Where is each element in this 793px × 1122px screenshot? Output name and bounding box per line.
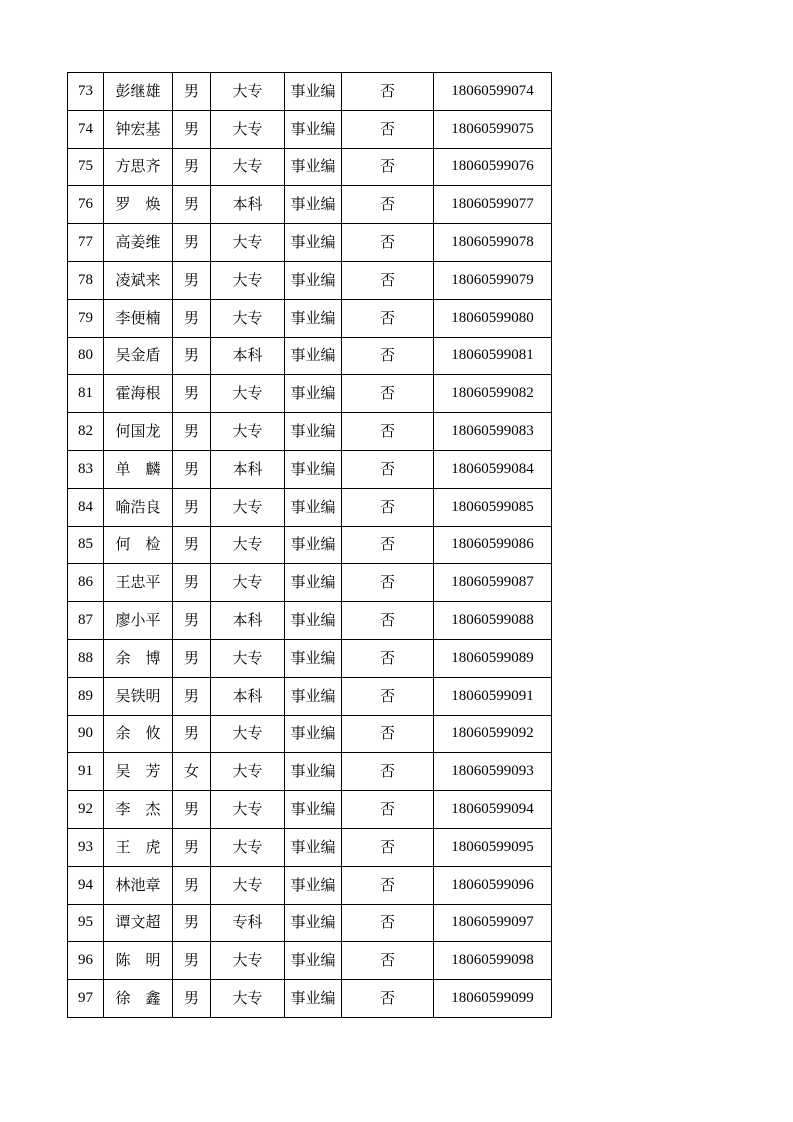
cell-education: 大专 xyxy=(211,791,285,829)
cell-phone: 18060599087 xyxy=(434,564,552,602)
cell-gender: 男 xyxy=(173,148,211,186)
cell-staff-type: 事业编 xyxy=(285,791,342,829)
cell-gender: 男 xyxy=(173,526,211,564)
cell-number: 78 xyxy=(68,261,104,299)
cell-name: 余 攸 xyxy=(104,715,173,753)
cell-name: 徐 鑫 xyxy=(104,980,173,1018)
cell-number: 89 xyxy=(68,677,104,715)
cell-phone: 18060599077 xyxy=(434,186,552,224)
cell-flag: 否 xyxy=(342,337,434,375)
table-row xyxy=(68,488,552,526)
cell-flag: 否 xyxy=(342,488,434,526)
cell-flag: 否 xyxy=(342,450,434,488)
table-body xyxy=(68,73,552,1018)
cell-flag: 否 xyxy=(342,261,434,299)
cell-flag: 否 xyxy=(342,828,434,866)
cell-name: 吴 芳 xyxy=(104,753,173,791)
cell-gender: 男 xyxy=(173,224,211,262)
cell-flag: 否 xyxy=(342,980,434,1018)
cell-staff-type: 事业编 xyxy=(285,526,342,564)
cell-number: 79 xyxy=(68,299,104,337)
cell-flag: 否 xyxy=(342,148,434,186)
cell-flag: 否 xyxy=(342,110,434,148)
table-row xyxy=(68,564,552,602)
cell-number: 94 xyxy=(68,866,104,904)
cell-flag: 否 xyxy=(342,639,434,677)
table-row xyxy=(68,450,552,488)
cell-gender: 女 xyxy=(173,753,211,791)
table-row xyxy=(68,866,552,904)
cell-number: 75 xyxy=(68,148,104,186)
cell-name: 彭继雄 xyxy=(104,73,173,111)
cell-phone: 18060599085 xyxy=(434,488,552,526)
cell-phone: 18060599098 xyxy=(434,942,552,980)
cell-staff-type: 事业编 xyxy=(285,677,342,715)
cell-phone: 18060599079 xyxy=(434,261,552,299)
cell-number: 82 xyxy=(68,413,104,451)
cell-number: 81 xyxy=(68,375,104,413)
cell-staff-type: 事业编 xyxy=(285,450,342,488)
cell-education: 大专 xyxy=(211,980,285,1018)
cell-phone: 18060599084 xyxy=(434,450,552,488)
cell-staff-type: 事业编 xyxy=(285,904,342,942)
cell-name: 何 检 xyxy=(104,526,173,564)
cell-number: 88 xyxy=(68,639,104,677)
cell-gender: 男 xyxy=(173,677,211,715)
cell-education: 本科 xyxy=(211,186,285,224)
cell-staff-type: 事业编 xyxy=(285,73,342,111)
table-row xyxy=(68,753,552,791)
cell-flag: 否 xyxy=(342,299,434,337)
table-row xyxy=(68,828,552,866)
cell-gender: 男 xyxy=(173,413,211,451)
cell-staff-type: 事业编 xyxy=(285,753,342,791)
cell-staff-type: 事业编 xyxy=(285,488,342,526)
cell-number: 93 xyxy=(68,828,104,866)
cell-staff-type: 事业编 xyxy=(285,602,342,640)
cell-phone: 18060599099 xyxy=(434,980,552,1018)
cell-phone: 18060599094 xyxy=(434,791,552,829)
cell-flag: 否 xyxy=(342,602,434,640)
cell-gender: 男 xyxy=(173,73,211,111)
table-row xyxy=(68,224,552,262)
cell-education: 大专 xyxy=(211,942,285,980)
cell-number: 92 xyxy=(68,791,104,829)
cell-gender: 男 xyxy=(173,715,211,753)
table-row xyxy=(68,73,552,111)
cell-education: 大专 xyxy=(211,110,285,148)
cell-phone: 18060599096 xyxy=(434,866,552,904)
cell-education: 大专 xyxy=(211,73,285,111)
cell-number: 86 xyxy=(68,564,104,602)
cell-staff-type: 事业编 xyxy=(285,186,342,224)
cell-number: 91 xyxy=(68,753,104,791)
cell-gender: 男 xyxy=(173,488,211,526)
cell-phone: 18060599089 xyxy=(434,639,552,677)
cell-gender: 男 xyxy=(173,450,211,488)
cell-number: 84 xyxy=(68,488,104,526)
cell-staff-type: 事业编 xyxy=(285,110,342,148)
cell-staff-type: 事业编 xyxy=(285,942,342,980)
cell-flag: 否 xyxy=(342,224,434,262)
cell-gender: 男 xyxy=(173,261,211,299)
cell-gender: 男 xyxy=(173,186,211,224)
table-row xyxy=(68,791,552,829)
cell-number: 76 xyxy=(68,186,104,224)
cell-name: 王 虎 xyxy=(104,828,173,866)
cell-staff-type: 事业编 xyxy=(285,639,342,677)
cell-phone: 18060599082 xyxy=(434,375,552,413)
personnel-table xyxy=(67,72,552,1018)
cell-flag: 否 xyxy=(342,866,434,904)
cell-name: 方思齐 xyxy=(104,148,173,186)
cell-staff-type: 事业编 xyxy=(285,224,342,262)
cell-number: 95 xyxy=(68,904,104,942)
cell-number: 73 xyxy=(68,73,104,111)
table-row xyxy=(68,261,552,299)
cell-name: 单 麟 xyxy=(104,450,173,488)
cell-number: 85 xyxy=(68,526,104,564)
cell-flag: 否 xyxy=(342,375,434,413)
cell-staff-type: 事业编 xyxy=(285,866,342,904)
cell-education: 大专 xyxy=(211,261,285,299)
cell-gender: 男 xyxy=(173,375,211,413)
cell-education: 大专 xyxy=(211,526,285,564)
cell-staff-type: 事业编 xyxy=(285,148,342,186)
table-row xyxy=(68,715,552,753)
cell-phone: 18060599091 xyxy=(434,677,552,715)
cell-gender: 男 xyxy=(173,791,211,829)
cell-education: 大专 xyxy=(211,375,285,413)
cell-staff-type: 事业编 xyxy=(285,337,342,375)
cell-phone: 18060599093 xyxy=(434,753,552,791)
cell-number: 90 xyxy=(68,715,104,753)
cell-number: 80 xyxy=(68,337,104,375)
cell-number: 87 xyxy=(68,602,104,640)
cell-staff-type: 事业编 xyxy=(285,564,342,602)
cell-phone: 18060599078 xyxy=(434,224,552,262)
cell-phone: 18060599076 xyxy=(434,148,552,186)
cell-education: 本科 xyxy=(211,602,285,640)
cell-education: 大专 xyxy=(211,866,285,904)
cell-education: 大专 xyxy=(211,828,285,866)
cell-education: 专科 xyxy=(211,904,285,942)
cell-education: 大专 xyxy=(211,639,285,677)
cell-phone: 18060599075 xyxy=(434,110,552,148)
cell-education: 大专 xyxy=(211,488,285,526)
cell-flag: 否 xyxy=(342,904,434,942)
cell-flag: 否 xyxy=(342,677,434,715)
cell-gender: 男 xyxy=(173,942,211,980)
cell-education: 大专 xyxy=(211,715,285,753)
cell-staff-type: 事业编 xyxy=(285,375,342,413)
table-row xyxy=(68,602,552,640)
table-row xyxy=(68,375,552,413)
cell-name: 吴铁明 xyxy=(104,677,173,715)
cell-name: 林池章 xyxy=(104,866,173,904)
cell-flag: 否 xyxy=(342,73,434,111)
cell-name: 王忠平 xyxy=(104,564,173,602)
cell-gender: 男 xyxy=(173,980,211,1018)
cell-education: 本科 xyxy=(211,677,285,715)
cell-flag: 否 xyxy=(342,942,434,980)
table-row xyxy=(68,904,552,942)
cell-phone: 18060599074 xyxy=(434,73,552,111)
cell-name: 钟宏基 xyxy=(104,110,173,148)
table-row xyxy=(68,148,552,186)
cell-staff-type: 事业编 xyxy=(285,828,342,866)
cell-number: 96 xyxy=(68,942,104,980)
cell-name: 李 杰 xyxy=(104,791,173,829)
cell-education: 本科 xyxy=(211,337,285,375)
cell-flag: 否 xyxy=(342,564,434,602)
cell-phone: 18060599080 xyxy=(434,299,552,337)
table-row xyxy=(68,942,552,980)
cell-name: 霍海根 xyxy=(104,375,173,413)
cell-gender: 男 xyxy=(173,828,211,866)
cell-name: 谭文超 xyxy=(104,904,173,942)
cell-education: 大专 xyxy=(211,413,285,451)
cell-flag: 否 xyxy=(342,413,434,451)
cell-name: 喻浩良 xyxy=(104,488,173,526)
cell-phone: 18060599097 xyxy=(434,904,552,942)
cell-staff-type: 事业编 xyxy=(285,261,342,299)
cell-education: 大专 xyxy=(211,299,285,337)
cell-education: 大专 xyxy=(211,753,285,791)
cell-staff-type: 事业编 xyxy=(285,413,342,451)
cell-name: 高姜维 xyxy=(104,224,173,262)
cell-phone: 18060599092 xyxy=(434,715,552,753)
table-row xyxy=(68,110,552,148)
table-row xyxy=(68,186,552,224)
cell-phone: 18060599086 xyxy=(434,526,552,564)
cell-gender: 男 xyxy=(173,639,211,677)
cell-name: 何国龙 xyxy=(104,413,173,451)
table-row xyxy=(68,639,552,677)
cell-flag: 否 xyxy=(342,186,434,224)
cell-gender: 男 xyxy=(173,866,211,904)
table-row xyxy=(68,526,552,564)
table-row xyxy=(68,413,552,451)
cell-education: 本科 xyxy=(211,450,285,488)
cell-staff-type: 事业编 xyxy=(285,299,342,337)
cell-name: 陈 明 xyxy=(104,942,173,980)
cell-education: 大专 xyxy=(211,148,285,186)
cell-phone: 18060599083 xyxy=(434,413,552,451)
cell-gender: 男 xyxy=(173,110,211,148)
cell-flag: 否 xyxy=(342,753,434,791)
cell-staff-type: 事业编 xyxy=(285,715,342,753)
cell-flag: 否 xyxy=(342,526,434,564)
cell-phone: 18060599095 xyxy=(434,828,552,866)
table-row xyxy=(68,299,552,337)
cell-phone: 18060599088 xyxy=(434,602,552,640)
cell-gender: 男 xyxy=(173,904,211,942)
cell-name: 吴金盾 xyxy=(104,337,173,375)
cell-name: 凌斌来 xyxy=(104,261,173,299)
cell-flag: 否 xyxy=(342,715,434,753)
cell-name: 廖小平 xyxy=(104,602,173,640)
table-row xyxy=(68,677,552,715)
cell-gender: 男 xyxy=(173,299,211,337)
cell-name: 罗 焕 xyxy=(104,186,173,224)
cell-number: 97 xyxy=(68,980,104,1018)
cell-name: 李便楠 xyxy=(104,299,173,337)
cell-number: 74 xyxy=(68,110,104,148)
cell-gender: 男 xyxy=(173,564,211,602)
cell-gender: 男 xyxy=(173,602,211,640)
table-row xyxy=(68,337,552,375)
cell-education: 大专 xyxy=(211,224,285,262)
cell-gender: 男 xyxy=(173,337,211,375)
cell-flag: 否 xyxy=(342,791,434,829)
cell-number: 83 xyxy=(68,450,104,488)
cell-name: 余 博 xyxy=(104,639,173,677)
cell-staff-type: 事业编 xyxy=(285,980,342,1018)
cell-education: 大专 xyxy=(211,564,285,602)
cell-number: 77 xyxy=(68,224,104,262)
cell-phone: 18060599081 xyxy=(434,337,552,375)
table-row xyxy=(68,980,552,1018)
